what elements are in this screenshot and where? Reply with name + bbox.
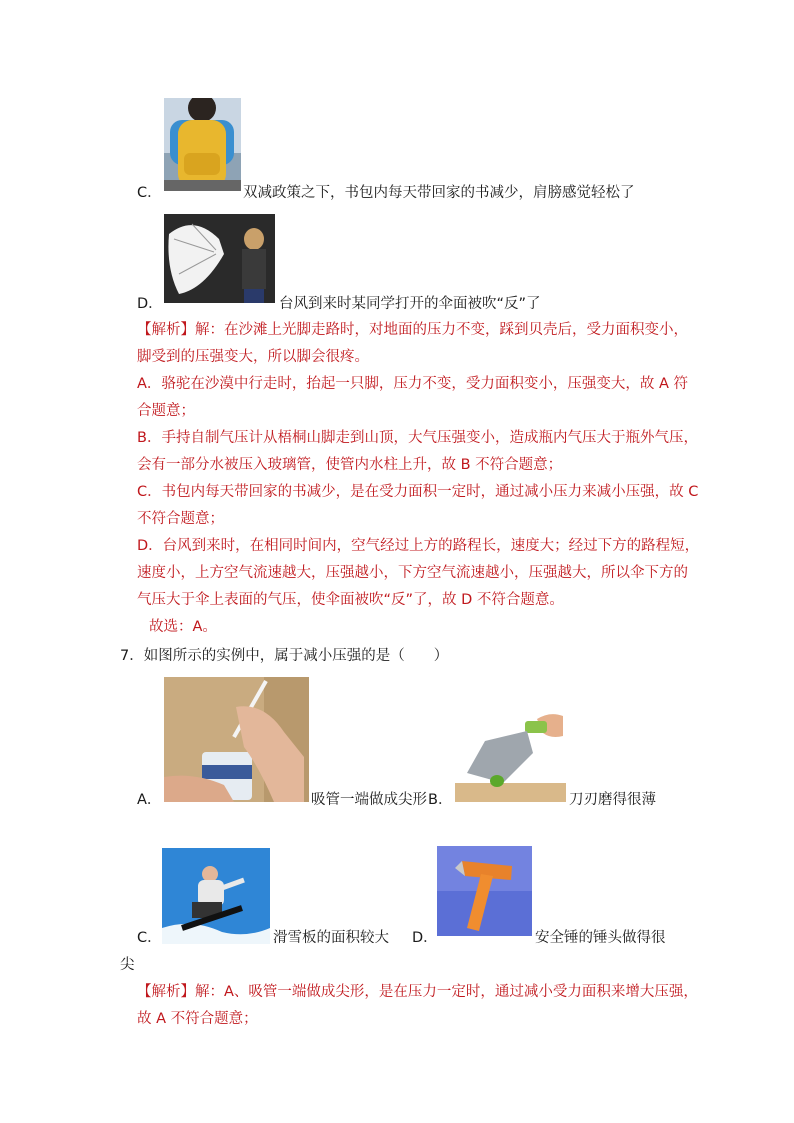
analysis-tag: 【解析】 [137, 322, 195, 338]
safety-hammer-photo [437, 846, 532, 936]
option-c-letter: C． [137, 185, 162, 201]
option-c-letter: C． [137, 930, 162, 946]
analysis-line: 气压大于伞上表面的气压，使伞面被吹“反”了，故 D 不符合题意。 [137, 592, 564, 608]
analysis-line: 解：A、吸管一端做成尖形，是在压力一定时，通过减小受力面积来增大压强， [195, 984, 698, 1000]
analysis-line: D．台风到来时，在相同时间内，空气经过上方的路程长，速度大；经过下方的路程短， [137, 538, 700, 554]
analysis-line: 会有一部分水被压入玻璃管，使管内水柱上升，故 B 不符合题意； [137, 457, 563, 473]
question-stem: 7．如图所示的实例中，属于减小压强的是（ ） [120, 648, 449, 664]
analysis-line: 脚受到的压强变大，所以脚会很疼。 [137, 349, 369, 365]
option-b-letter: B． [428, 792, 453, 808]
analysis-line: B．手持自制气压计从梧桐山脚走到山顶，大气压强变小，造成瓶内气压大于瓶外气压， [137, 430, 698, 446]
backpack-photo [164, 98, 241, 191]
option-d-text-wrap: 尖 [120, 957, 135, 973]
option-c-text: 双减政策之下，书包内每天带回家的书减少，肩膀感觉轻松了 [243, 185, 635, 201]
analysis-line: 不符合题意； [137, 511, 224, 527]
option-d-letter: D． [137, 296, 163, 312]
analysis-line: A．骆驼在沙漠中行走时，抬起一只脚，压力不变，受力面积变小，压强变大，故 A 符 [137, 376, 689, 392]
analysis-line: 故 A 不符合题意； [137, 1011, 258, 1027]
knife-photo [455, 711, 566, 802]
analysis-line: 解：在沙滩上光脚走路时，对地面的压力不变，踩到贝壳后，受力面积变小， [195, 322, 688, 338]
analysis-line: 合题意； [137, 403, 195, 419]
option-a-letter: A． [137, 792, 162, 808]
straw-photo [164, 677, 309, 802]
umbrella-photo [164, 214, 275, 303]
analysis-line: 速度小，上方空气流速越大，压强越小，下方空气流速越小，压强越大，所以伞下方的 [137, 565, 688, 581]
option-c-text: 滑雪板的面积较大 [273, 930, 389, 946]
option-b-text: 刀刃磨得很薄 [569, 792, 656, 808]
option-a-text: 吸管一端做成尖形 [311, 792, 427, 808]
option-d-text: 安全锤的锤头做得很 [535, 930, 666, 946]
answer-line: 故选：A。 [149, 619, 217, 635]
analysis-line: C．书包内每天带回家的书减少，是在受力面积一定时，通过减小压力来减小压强，故 C [137, 484, 699, 500]
analysis-tag: 【解析】 [137, 984, 195, 1000]
option-d-text: 台风到来时某同学打开的伞面被吹“反”了 [279, 296, 541, 312]
option-d-letter: D． [412, 930, 438, 946]
snowboard-photo [162, 848, 270, 944]
